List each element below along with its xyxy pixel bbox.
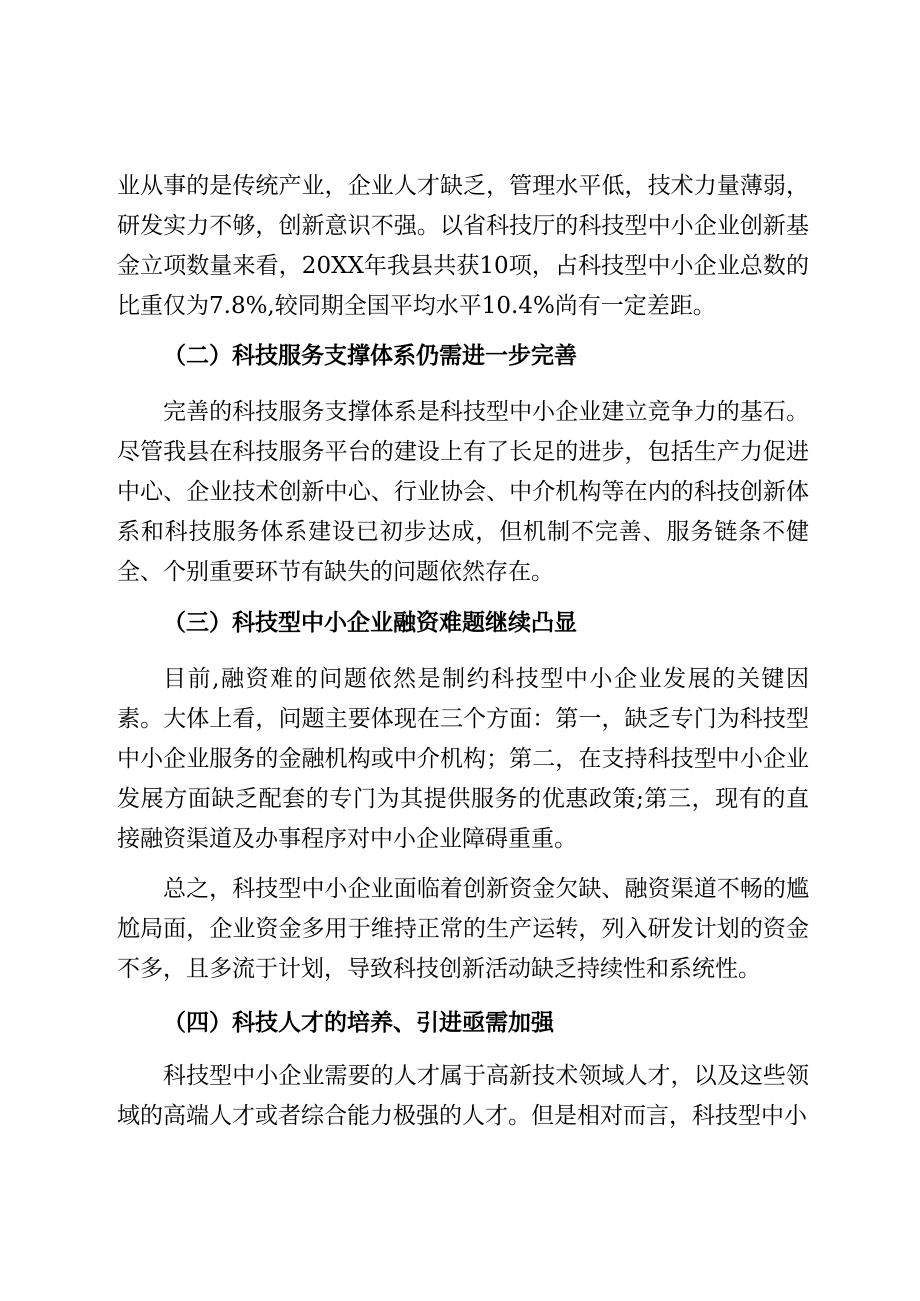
paragraph-continuation: 业从事的是传统产业，企业人才缺乏，管理水平低，技术力量薄弱，研发实力不够，创新意识不强。以省科技厅的科技型中小企业创新基金立项数量来看，20XX年我县共获10项，占科技型中小企业总数的比重仅为7.8%,较同期全国平均水平10.4%尚有一定差距。	[117, 173, 809, 319]
section-heading-3: （三）科技型中小企业融资难题继续凸显	[163, 609, 577, 636]
paragraph-talent: 科技型中小企业需要的人才属于高新技术领域人才，以及这些领域的高端人才或者综合能力极强的人才。但是相对而言，科技型中小	[117, 1063, 809, 1129]
section-heading-4: （四）科技人才的培养、引进亟需加强	[163, 1009, 554, 1036]
paragraph-summary: 总之，科技型中小企业面临着创新资金欠缺、融资渠道不畅的尴尬局面，企业资金多用于维持正常的生产运转，列入研发计划的资金不多，且多流于计划，导致科技创新活动缺乏持续性和系统性。	[117, 876, 809, 982]
paragraph-financing: 目前,融资难的问题依然是制约科技型中小企业发展的关键因素。大体上看，问题主要体现在三个方面：第一，缺乏专门为科技型中小企业服务的金融机构或中介机构；第二，在支持科技型中小企业发展方面缺乏配套的专门为其提供服务的优惠政策;第三，现有的直接融资渠道及办事程序对中小企业障碍重重。	[117, 666, 809, 852]
paragraph-tech-service: 完善的科技服务支撑体系是科技型中小企业建立竞争力的基石。尽管我县在科技服务平台的建设上有了长足的进步，包括生产力促进中心、企业技术创新中心、行业协会、中介机构等在内的科技创新体系和科技服务体系建设已初步达成，但机制不完善、服务链条不健全、个别重要环节有缺失的问题依然存在。	[117, 399, 809, 585]
section-heading-2: （二）科技服务支撑体系仍需进一步完善	[163, 342, 577, 369]
